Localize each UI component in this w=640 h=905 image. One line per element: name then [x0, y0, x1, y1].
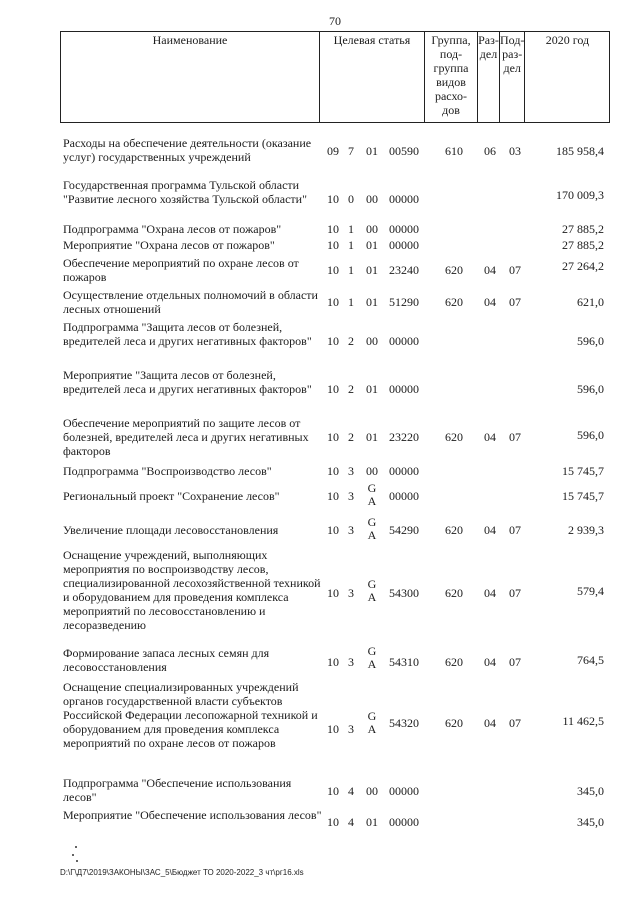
- row-code-event: 00: [366, 784, 378, 798]
- row-group: 620: [445, 523, 463, 537]
- row-group: 620: [445, 295, 463, 309]
- row-name: Мероприятие "Охрана лесов от пожаров": [63, 238, 275, 252]
- row-code-direction: 54290: [389, 523, 419, 537]
- code-letter-a: A: [367, 528, 377, 542]
- row-code-event-ga: [361, 482, 383, 508]
- row-code-direction: 54310: [389, 655, 419, 669]
- row-code-direction: 00000: [389, 464, 419, 478]
- page-number: 70: [329, 14, 341, 28]
- row-code-direction: 54320: [389, 716, 419, 730]
- row-code-program: 10: [327, 334, 339, 348]
- row-code-direction: 00000: [389, 238, 419, 252]
- row-subsection: 03: [509, 144, 521, 158]
- row-section: 04: [484, 523, 496, 537]
- row-code-direction: 00000: [389, 489, 419, 503]
- row-code-event: 01: [366, 815, 378, 829]
- row-group: 610: [445, 144, 463, 158]
- code-letter-g: G: [367, 644, 377, 658]
- row-code-event: 01: [366, 430, 378, 444]
- row-section: 04: [484, 655, 496, 669]
- header-year-label: 2020 год: [545, 33, 590, 47]
- row-subsection: 07: [509, 716, 521, 730]
- row-section: 04: [484, 716, 496, 730]
- header-group-label: Группа, под-группа видов расхо-дов: [431, 33, 471, 117]
- scan-speck: [72, 854, 74, 856]
- row-code-subprogram: 3: [348, 523, 354, 537]
- row-code-subprogram: 7: [348, 144, 354, 158]
- row-code-subprogram: 1: [348, 222, 354, 236]
- row-amount: 27 264,2: [562, 259, 604, 273]
- row-code-event: 00: [366, 334, 378, 348]
- row-code-direction: 00000: [389, 334, 419, 348]
- row-code-event: 00: [366, 192, 378, 206]
- row-code-program: 09: [327, 144, 339, 158]
- row-amount: 345,0: [577, 784, 604, 798]
- row-amount: 11 462,5: [562, 714, 604, 728]
- row-code-direction: 00000: [389, 192, 419, 206]
- row-group: 620: [445, 716, 463, 730]
- row-amount: 2 939,3: [568, 523, 604, 537]
- row-code-subprogram: 2: [348, 382, 354, 396]
- row-code-direction: 23220: [389, 430, 419, 444]
- row-code-direction: 00590: [389, 144, 419, 158]
- header-target-label: Целевая статья: [333, 33, 411, 47]
- row-code-event: 01: [366, 263, 378, 277]
- row-code-direction: 51290: [389, 295, 419, 309]
- code-letter-a: A: [367, 722, 377, 736]
- code-letter-g: G: [367, 481, 377, 495]
- row-amount: 764,5: [577, 653, 604, 667]
- row-name: Мероприятие "Защита лесов от болезней, вредителей леса и других негативных факторов": [63, 368, 312, 396]
- row-code-program: 10: [327, 382, 339, 396]
- row-amount: 170 009,3: [556, 188, 604, 202]
- row-group: 620: [445, 586, 463, 600]
- row-code-subprogram: 2: [348, 430, 354, 444]
- row-code-subprogram: 4: [348, 815, 354, 829]
- row-code-program: 10: [327, 655, 339, 669]
- row-name: Подпрограмма "Защита лесов от болезней, вредителей леса и других негативных факторов": [63, 320, 312, 348]
- row-code-event: 01: [366, 144, 378, 158]
- row-code-program: 10: [327, 815, 339, 829]
- row-amount: 345,0: [577, 815, 604, 829]
- scan-speck: [75, 846, 77, 848]
- row-group: 620: [445, 263, 463, 277]
- row-name: Обеспечение мероприятий по защите лесов от болезней, вредителей леса и других негативных факторов: [63, 416, 309, 458]
- row-code-subprogram: 0: [348, 192, 354, 206]
- row-name: Обеспечение мероприятий по охране лесов от пожаров: [63, 256, 299, 284]
- row-name: Региональный проект "Сохранение лесов": [63, 489, 280, 503]
- row-code-direction: 00000: [389, 784, 419, 798]
- row-code-direction: 00000: [389, 815, 419, 829]
- row-amount: 621,0: [577, 295, 604, 309]
- row-amount: 579,4: [577, 584, 604, 598]
- row-group: 620: [445, 430, 463, 444]
- row-name: Мероприятие "Обеспечение использования лесов": [63, 808, 322, 822]
- code-letter-a: A: [367, 657, 377, 671]
- row-code-program: 10: [327, 523, 339, 537]
- row-code-subprogram: 3: [348, 586, 354, 600]
- row-subsection: 07: [509, 655, 521, 669]
- row-code-event: 01: [366, 382, 378, 396]
- row-code-event: 01: [366, 295, 378, 309]
- row-code-subprogram: 1: [348, 295, 354, 309]
- row-code-program: 10: [327, 295, 339, 309]
- row-code-subprogram: 3: [348, 655, 354, 669]
- row-code-event: 00: [366, 464, 378, 478]
- code-letter-a: A: [367, 494, 377, 508]
- row-amount: 15 745,7: [562, 489, 604, 503]
- row-code-direction: 54300: [389, 586, 419, 600]
- row-amount: 596,0: [577, 428, 604, 442]
- row-code-program: 10: [327, 722, 339, 736]
- row-section: 04: [484, 295, 496, 309]
- row-code-program: 10: [327, 784, 339, 798]
- row-name: Государственная программа Тульской области "Развитие лесного хозяйства Тульской области": [63, 178, 307, 206]
- row-code-program: 10: [327, 430, 339, 444]
- code-letter-g: G: [367, 515, 377, 529]
- row-code-program: 10: [327, 586, 339, 600]
- header-year: [525, 32, 610, 123]
- header-name: [61, 32, 320, 123]
- row-amount: 27 885,2: [562, 238, 604, 252]
- row-code-subprogram: 2: [348, 334, 354, 348]
- row-amount: 185 958,4: [556, 144, 604, 158]
- row-amount: 27 885,2: [562, 222, 604, 236]
- header-section-label: Раз-дел: [478, 33, 499, 61]
- row-subsection: 07: [509, 295, 521, 309]
- row-section: 04: [484, 586, 496, 600]
- row-code-program: 10: [327, 192, 339, 206]
- header-group: [425, 32, 478, 123]
- row-code-direction: 23240: [389, 263, 419, 277]
- row-code-program: 10: [327, 464, 339, 478]
- row-code-direction: 00000: [389, 382, 419, 396]
- row-code-event-ga: [361, 516, 383, 542]
- file-path-footer: D:\Г\Д7\2019\ЗАКОНЫ\ЗАС_5\Бюджет ТО 2020-2022_3 чт\рг16.xls: [60, 868, 304, 877]
- row-amount: 596,0: [577, 382, 604, 396]
- table-header: [60, 31, 610, 123]
- row-subsection: 07: [509, 263, 521, 277]
- header-section: [478, 32, 500, 123]
- row-group: 620: [445, 655, 463, 669]
- row-section: 06: [484, 144, 496, 158]
- row-code-event-ga: [361, 578, 383, 604]
- row-name: Увеличение площади лесовосстановления: [63, 523, 279, 537]
- row-code-program: 10: [327, 489, 339, 503]
- row-code-subprogram: 3: [348, 489, 354, 503]
- row-code-event-ga: [361, 710, 383, 736]
- row-code-program: 10: [327, 222, 339, 236]
- row-code-subprogram: 1: [348, 263, 354, 277]
- row-code-event: 01: [366, 238, 378, 252]
- row-name: Подпрограмма "Воспроизводство лесов": [63, 464, 272, 478]
- row-amount: 15 745,7: [562, 464, 604, 478]
- scan-speck: [76, 860, 78, 862]
- row-code-subprogram: 3: [348, 722, 354, 736]
- row-name: Осуществление отдельных полномочий в области лесных отношений: [63, 288, 318, 316]
- row-name: Формирование запаса лесных семян для лесовосстановления: [63, 646, 270, 674]
- row-subsection: 07: [509, 430, 521, 444]
- code-letter-g: G: [367, 709, 377, 723]
- row-amount: 596,0: [577, 334, 604, 348]
- code-letter-a: A: [367, 590, 377, 604]
- header-target: [320, 32, 425, 123]
- row-subsection: 07: [509, 586, 521, 600]
- row-code-event-ga: [361, 645, 383, 671]
- row-code-subprogram: 1: [348, 238, 354, 252]
- row-name: Оснащение учреждений, выполняющих мероприятия по воспроизводству лесов, специализированной лесохозяйственной техникой и оборудованием для проведения комплекса мероприятий по лесовосстановлению и лесоразведению: [63, 548, 321, 632]
- row-section: 04: [484, 263, 496, 277]
- row-code-subprogram: 3: [348, 464, 354, 478]
- row-code-program: 10: [327, 263, 339, 277]
- code-letter-g: G: [367, 577, 377, 591]
- row-name: Расходы на обеспечение деятельности (оказание услуг) государственных учреждений: [63, 136, 312, 164]
- header-subsection-label: Под-раз-дел: [500, 33, 525, 75]
- row-code-subprogram: 4: [348, 784, 354, 798]
- row-subsection: 07: [509, 523, 521, 537]
- row-section: 04: [484, 430, 496, 444]
- row-name: Подпрограмма "Охрана лесов от пожаров": [63, 222, 282, 236]
- row-name: Оснащение специализированных учреждений органов государственной власти субъектов Российской Федерации лесопожарной техникой и оборудованием для проведения комплекса мероприятий по охране лесов от пожаров: [63, 680, 318, 750]
- row-code-event: 00: [366, 222, 378, 236]
- row-code-direction: 00000: [389, 222, 419, 236]
- row-code-program: 10: [327, 238, 339, 252]
- header-subsection: [500, 32, 525, 123]
- row-name: Подпрограмма "Обеспечение использования лесов": [63, 776, 292, 804]
- header-name-label: Наименование: [152, 33, 228, 47]
